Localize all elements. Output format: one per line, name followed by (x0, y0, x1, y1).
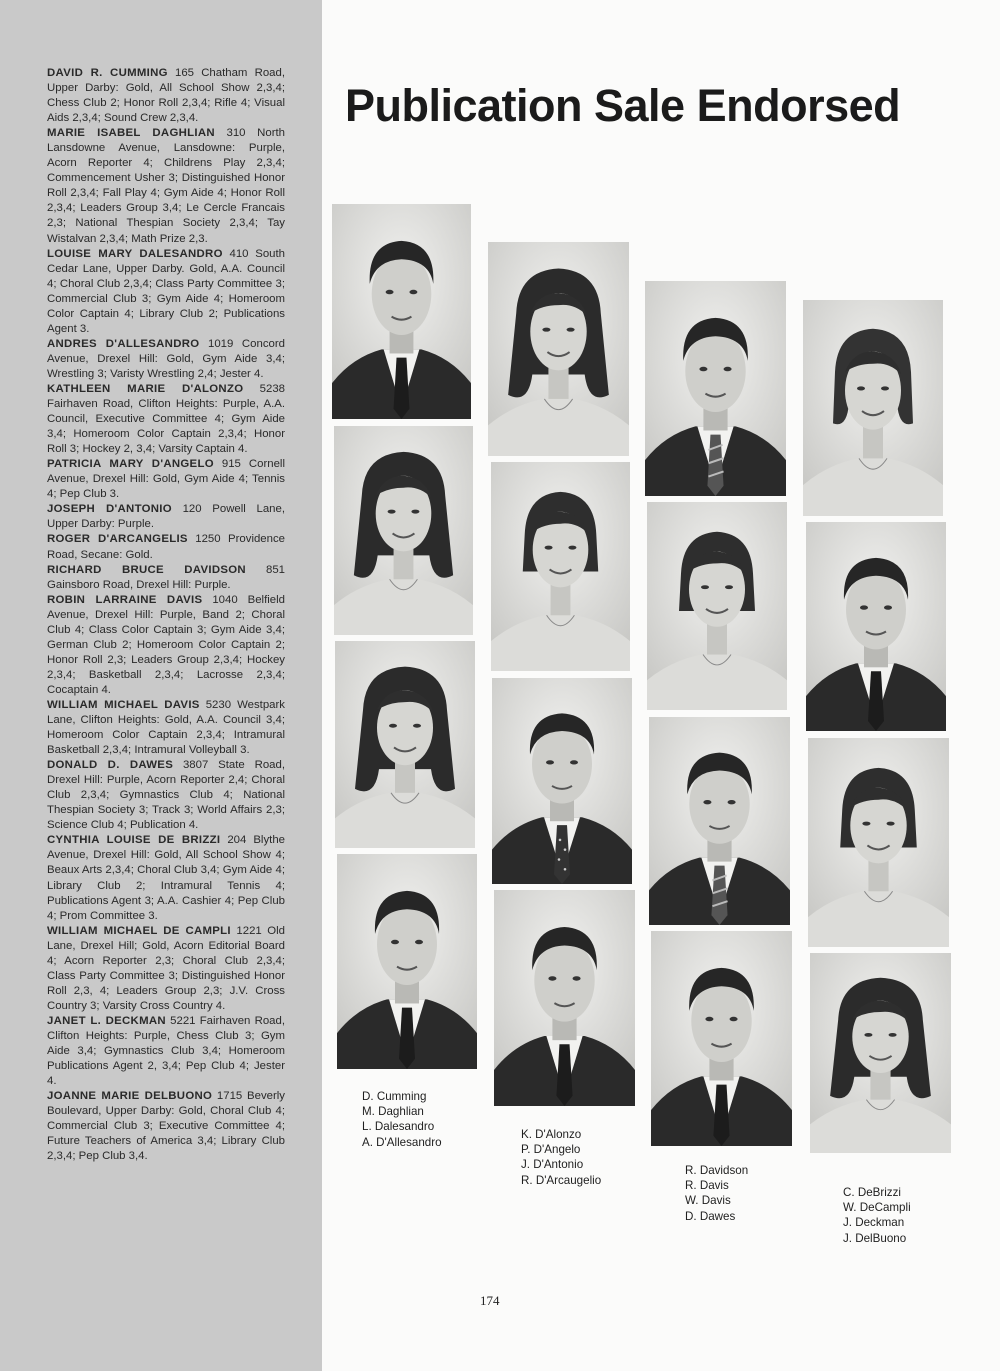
student-details: 915 Cornell Avenue, Drexel Hill: Gold, Gym Aide 4; Tennis 4; Pep Club 3. (47, 458, 285, 501)
entry (47, 458, 285, 500)
page-title: Publication Sale Endorsed (345, 80, 901, 131)
caption-name: C. DeBrizzi (843, 1186, 901, 1199)
entry (47, 67, 285, 124)
entry (47, 594, 285, 696)
caption-name: R. Davidson (685, 1164, 749, 1177)
entry (47, 248, 285, 335)
entry (47, 383, 285, 455)
biography-text (47, 66, 285, 1164)
student-details: 5230 Westpark Lane, Clifton Heights: Gold, A.A. Council 3,4; Homeroom Color Captain 2,3,4; Intramural Basketball 2,3,4; Intramural Volleyball 3. (47, 698, 285, 757)
portrait-photo (334, 426, 473, 635)
student-name: JOANNE MARIE DELBUONO (47, 1090, 213, 1103)
student-name: ROBIN LARRAINE DAVIS (47, 593, 203, 606)
entry (47, 834, 285, 921)
portrait-photo (492, 678, 632, 884)
student-details: 1221 Old Lane, Drexel Hill; Gold, Acorn Editorial Board 4; Acorn Reporter 2,3; Choral Club 2,3,4; Class Party Committee 3; Distinguished Honor Roll 2,3, 4; Leaders Group 2,3; J.V. Cross Country 3; Varsity Cross Country 4. (47, 924, 285, 1012)
student-name: DAVID R. CUMMING (47, 67, 168, 79)
student-name: ANDRES D'ALLESANDRO (47, 337, 200, 350)
portrait-photo (806, 522, 946, 731)
caption-name: P. D'Angelo (521, 1143, 581, 1157)
student-details: 1250 Providence Road, Secane: Gold. (47, 533, 286, 561)
portrait-photo (651, 931, 792, 1146)
entry (47, 127, 285, 244)
student-name: RICHARD BRUCE DAVIDSON (47, 563, 246, 576)
caption-name: K. D'Alonzo (521, 1128, 582, 1141)
student-name: WILLIAM MICHAEL DE CAMPLI (47, 924, 231, 937)
portrait-photo (647, 502, 787, 710)
student-details: 1715 Beverly Boulevard, Upper Darby: Gold, Choral Club 4; Commercial Club 3; Executive Committee 4; Future Teachers of America 3,4; Library Club 2,3,4; Pep Club 3,4. (47, 1090, 286, 1163)
student-details: 5238 Fairhaven Road, Clifton Heights: Purple, A.A. Council, Executive Committee 4; Gym Aide 3,4; Homeroom Color Captain 2,3,4; Honor Roll 3; Hockey 2, 3,4; Varsity Captain 4. (47, 382, 285, 456)
photo-caption (685, 1163, 748, 1224)
caption-name: W. DeCampli (843, 1201, 911, 1215)
caption-name: R. Davis (685, 1179, 729, 1193)
caption-name: J. DelBuono (843, 1231, 907, 1245)
entry (47, 564, 285, 591)
portrait-photo (649, 717, 790, 925)
student-details: 165 Chatham Road, Upper Darby: Gold, All School Show 2,3,4; Chess Club 2; Honor Roll 2,3,4; Rifle 4; Visual Aids 2,3,4; Sound Crew 2,3,4. (47, 67, 285, 125)
portrait-photo (337, 854, 477, 1069)
student-details: 410 South Cedar Lane, Upper Darby. Gold, A.A. Council 4; Choral Club 2,3,4; Class Party Committee 3; Commercial Club 3; Gym Aide 4; Homeroom Color Captain 4; Library Club 2; Publications Agent 3. (47, 247, 285, 335)
student-name: DONALD D. DAWES (47, 759, 174, 772)
portrait-photo (645, 281, 786, 496)
portrait-photo (488, 242, 629, 456)
caption-name: D. Cumming (362, 1090, 427, 1103)
caption-name: W. Davis (685, 1194, 731, 1208)
student-details: 1040 Belfield Avenue, Drexel Hill: Purple, Band 2; Choral Club 4; Class Color Captain 3; Gym Aide 3,4; German Club 2; Homeroom Color Captain 2; Honor Roll 2,3; Leaders Group 2,3,4; Hockey 2,3,4; Basketball 2,3,4; Lacrosse 2,3,4; Cocaptain 4. (47, 593, 285, 696)
student-details: 851 Gainsboro Road, Drexel Hill: Purple. (47, 563, 286, 591)
student-details: 204 Blythe Avenue, Drexel Hill: Gold, All School Show 4; Beaux Arts 2,3,4; Choral Club 3,4; Gym Aide 4; Library Club 2; Intramural Tennis 4; Publications Agent 3; A.A. Cashier 4; Pep Club 4; Prom Committee 3. (47, 834, 285, 922)
student-name: MARIE ISABEL DAGHLIAN (47, 127, 215, 140)
student-details: 5221 Fairhaven Road, Clifton Heights: Purple, Chess Club 3; Gym Aide 3,4; Gymnastics Club 3,4; Homeroom Publications Agent 2, 3,4; Pep Club 4; Jester 4. (47, 1014, 285, 1088)
portrait-photo (494, 890, 635, 1106)
student-name: JANET L. DECKMAN (47, 1014, 166, 1027)
portrait-photo (491, 462, 630, 671)
student-name: WILLIAM MICHAEL DAVIS (47, 698, 200, 711)
entry (47, 699, 285, 756)
entry (47, 533, 285, 560)
student-details: 1019 Concord Avenue, Drexel Hill: Gold, Gym Aide 3,4; Wrestling 3; Varisty Wrestling 2,4; Jester 4. (47, 337, 285, 380)
caption-name: R. D'Arcaugelio (521, 1173, 602, 1187)
student-name: KATHLEEN MARIE D'ALONZO (47, 382, 244, 395)
photo-caption (843, 1185, 911, 1246)
caption-name: L. Dalesandro (362, 1120, 435, 1134)
student-name: CYNTHIA LOUISE DE BRIZZI (47, 834, 221, 847)
portrait-photo (803, 300, 943, 516)
student-details: 3807 State Road, Drexel Hill: Purple, Acorn Reporter 2,4; Choral Club 2,3,4; Gymnastics Club 4; National Thespian Society 3; Track 3; World Affairs 2,3; Science Club 4; Publication 4. (47, 759, 285, 832)
biography-column (0, 0, 322, 1371)
portrait-photo (335, 641, 475, 848)
entry (47, 759, 285, 831)
page-number: 174 (480, 1293, 500, 1308)
entry (47, 925, 285, 1012)
caption-name: J. D'Antonio (521, 1158, 584, 1172)
entry (47, 1015, 285, 1087)
entry (47, 503, 285, 530)
student-details: 310 North Lansdowne Avenue, Lansdowne: Purple, Acorn Reporter 4; Childrens Play 2,3,4; Commencement Usher 3; Distinguished Honor Roll 2,3,4; Fall Play 4; Gym Aide 4; Honor Roll 2,3,4; Leaders Group 3,4; Le Cercle Francais 2,3; National Thespian Society 2,3,4; Tay Wistalvan 2,3,4; Math Prize 2,3. (47, 127, 285, 245)
caption-name: D. Dawes (685, 1209, 736, 1223)
caption-name: J. Deckman (843, 1216, 905, 1230)
student-name: LOUISE MARY DALESANDRO (47, 247, 223, 260)
entry (47, 1090, 285, 1162)
caption-name: A. D'Allesandro (362, 1135, 442, 1149)
portrait-photo (810, 953, 951, 1153)
photo-caption (521, 1127, 601, 1188)
portrait-photo (332, 204, 471, 419)
student-name: ROGER D'ARCANGELIS (47, 533, 188, 546)
student-name: PATRICIA MARY D'ANGELO (47, 458, 214, 471)
entry (47, 338, 285, 380)
caption-name: M. Daghlian (362, 1105, 424, 1119)
portrait-photo (808, 738, 949, 947)
student-details: 120 Powell Lane, Upper Darby: Purple. (47, 503, 285, 531)
student-name: JOSEPH D'ANTONIO (47, 503, 172, 516)
photo-caption (362, 1089, 442, 1150)
